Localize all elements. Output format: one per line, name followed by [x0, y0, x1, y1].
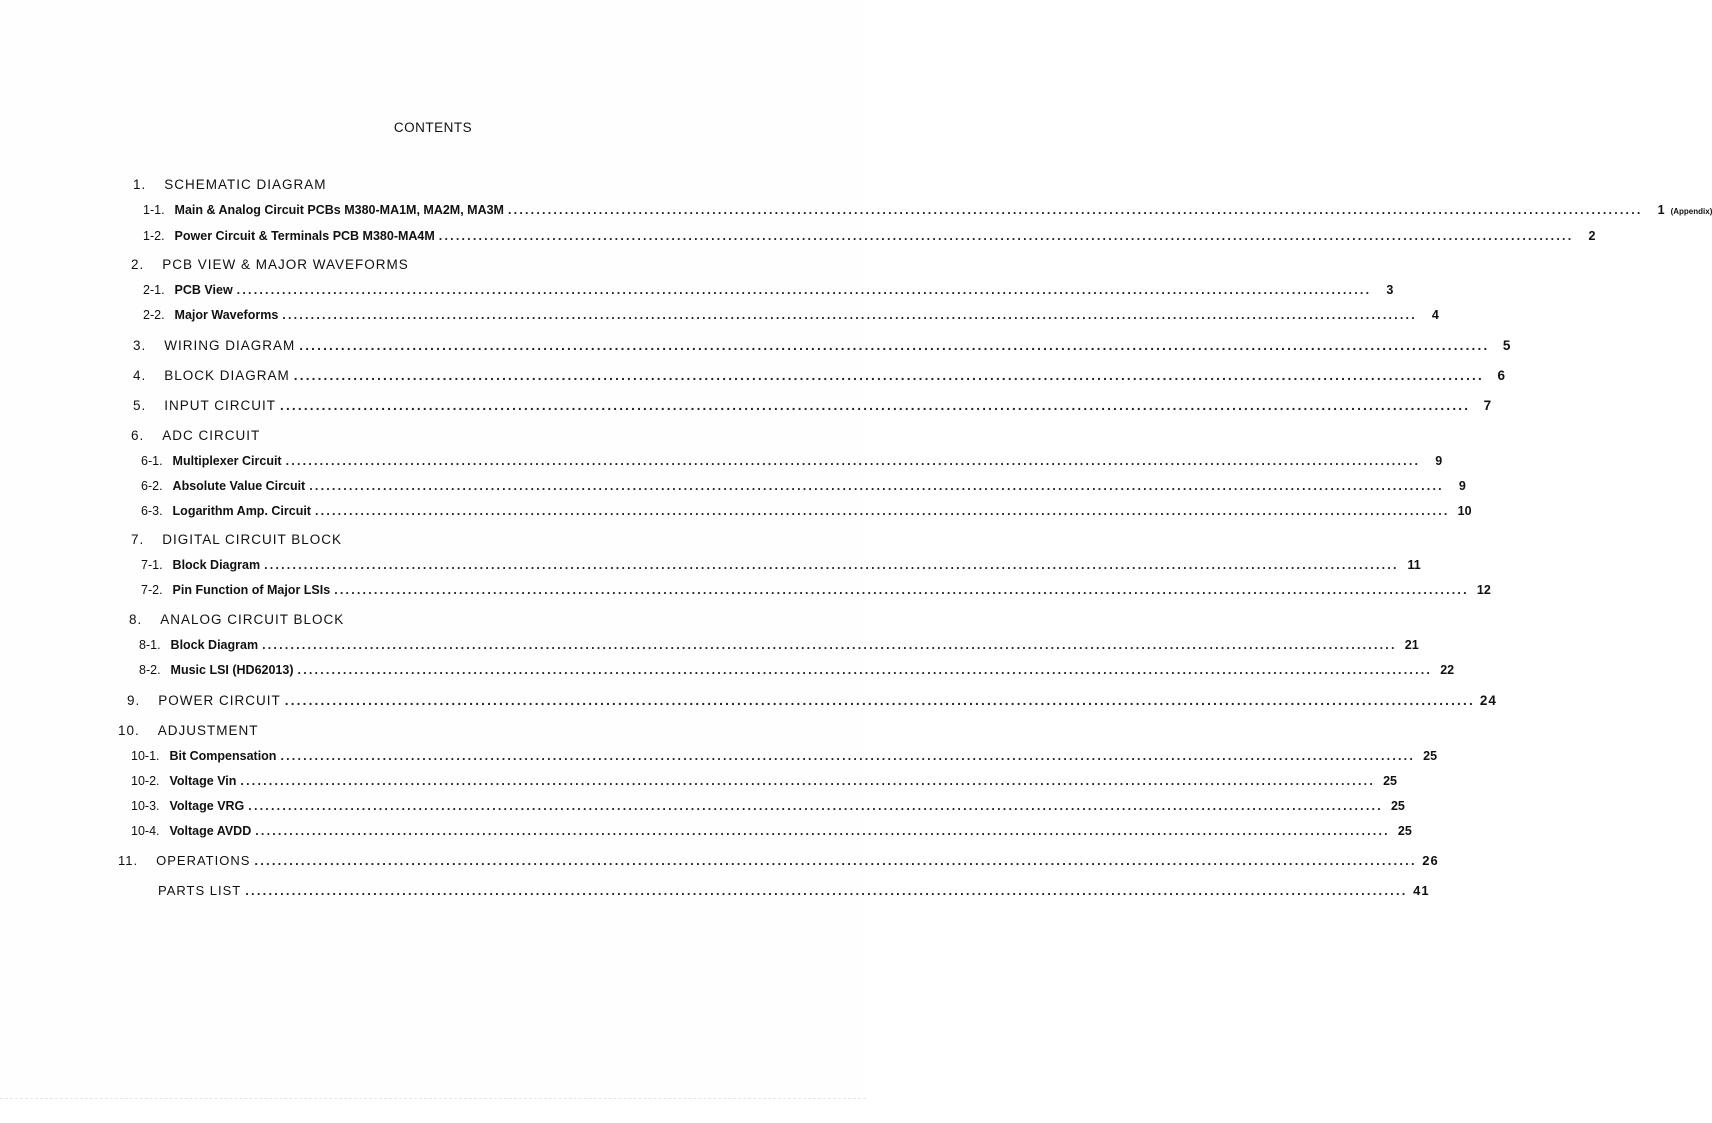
toc-heading-11	[118, 853, 1439, 873]
section-number: 3.	[133, 338, 147, 353]
section-title: WIRING DIAGRAM	[164, 338, 296, 353]
section-title: SCHEMATIC DIAGRAM	[164, 177, 327, 192]
entry-number: 7-1.	[141, 558, 163, 572]
toc-heading-2	[131, 257, 409, 277]
section-number: 2.	[131, 257, 145, 272]
entry-number: 10-2.	[131, 774, 160, 788]
toc-entry-1-1	[143, 203, 1712, 223]
toc-entry-8-2	[139, 663, 1455, 683]
toc-entry-6-1	[141, 454, 1443, 474]
section-number: 5.	[133, 398, 147, 413]
section-title: ADJUSTMENT	[157, 723, 259, 738]
toc-parts-list	[158, 883, 1430, 903]
toc-heading-5	[133, 398, 1493, 418]
toc-heading-8	[129, 612, 344, 632]
entry-number: 1-1.	[143, 203, 165, 217]
entry-title: Voltage VRG	[169, 799, 245, 813]
toc-entry-10-1	[131, 749, 1438, 769]
entry-title: Multiplexer Circuit	[172, 454, 282, 468]
entry-title: Pin Function of Major LSIs	[172, 583, 331, 597]
entry-page: 12	[1476, 583, 1491, 597]
entry-page: 25	[1383, 774, 1398, 788]
dot-leader: ........................................................................................................................................................................................................	[284, 693, 1475, 708]
entry-page: 10	[1457, 504, 1472, 518]
section-number: 1.	[133, 177, 147, 192]
entry-title: Main & Analog Circuit PCBs M380-MA1M, MA2M, MA3M	[174, 203, 504, 217]
entry-page: 1	[1657, 203, 1665, 217]
appendix-note: (Appendix)	[1670, 207, 1712, 216]
section-number: 11.	[118, 853, 139, 868]
dot-leader: ........................................................................................................................................................................................................	[236, 283, 1372, 297]
dot-leader: ........................................................................................................................................................................................................	[309, 479, 1444, 493]
entry-page: 25	[1423, 749, 1438, 763]
entry-page: 5	[1502, 338, 1512, 353]
dot-leader: ........................................................................................................................................................................................................	[334, 583, 1469, 597]
entry-page: 6	[1497, 368, 1506, 383]
page-title: CONTENTS	[393, 120, 473, 135]
toc-entry-1-2	[143, 229, 1596, 249]
entry-title: Logarithm Amp. Circuit	[172, 504, 311, 518]
entry-number: 6-2.	[141, 479, 163, 493]
section-number: 10.	[118, 723, 140, 738]
entry-title: Power Circuit & Terminals PCB M380-MA4M	[174, 229, 435, 243]
entry-number: 10-4.	[131, 824, 160, 838]
dot-leader: ........................................................................................................................................................................................................	[282, 308, 1417, 322]
dot-leader: ........................................................................................................................................................................................................	[280, 398, 1471, 413]
section-title: ANALOG CIRCUIT BLOCK	[160, 612, 345, 627]
section-number: 8.	[129, 612, 143, 627]
entry-page: 4	[1431, 308, 1439, 322]
entry-number: 1-2.	[143, 229, 165, 243]
section-title: PCB VIEW & MAJOR WAVEFORMS	[162, 257, 409, 272]
dot-leader: ........................................................................................................................................................................................................	[507, 203, 1643, 217]
toc-entry-2-2	[143, 308, 1439, 328]
entry-number: 2-2.	[143, 308, 165, 322]
dot-leader: ........................................................................................................................................................................................................	[297, 663, 1433, 677]
section-number: 4.	[133, 368, 147, 383]
dot-leader: ........................................................................................................................................................................................................	[248, 799, 1383, 813]
entry-page: 22	[1440, 663, 1455, 677]
scan-bottom-edge	[0, 1098, 866, 1123]
entry-number: 10-1.	[131, 749, 160, 763]
entry-title: Music LSI (HD62013)	[170, 663, 294, 677]
toc-entry-10-2	[131, 774, 1398, 794]
entry-page: 41	[1413, 883, 1430, 898]
entry-number: 7-2.	[141, 583, 163, 597]
dot-leader: ........................................................................................................................................................................................................	[254, 853, 1417, 868]
entry-page: 11	[1407, 558, 1421, 572]
section-title: ADC CIRCUIT	[162, 428, 261, 443]
entry-page: 2	[1588, 229, 1596, 243]
entry-number: 8-2.	[139, 663, 161, 677]
dot-leader: ........................................................................................................................................................................................................	[314, 504, 1450, 518]
toc-heading-9	[127, 693, 1497, 713]
toc-entry-8-1	[139, 638, 1419, 658]
entry-page: 9	[1435, 454, 1443, 468]
section-title: DIGITAL CIRCUIT BLOCK	[162, 532, 343, 547]
entry-title: Bit Compensation	[169, 749, 277, 763]
section-number: 7.	[131, 532, 145, 547]
toc-heading-4	[133, 368, 1506, 388]
dot-leader: ........................................................................................................................................................................................................	[255, 824, 1390, 838]
toc-entry-7-2	[141, 583, 1491, 603]
entry-number: 6-1.	[141, 454, 163, 468]
toc-heading-10	[118, 723, 259, 743]
toc-entry-10-4	[131, 824, 1412, 844]
dot-leader: ........................................................................................................................................................................................................	[293, 368, 1484, 383]
dot-leader: ........................................................................................................................................................................................................	[245, 883, 1408, 898]
toc-heading-3	[133, 338, 1512, 358]
toc-entry-6-3	[141, 504, 1472, 524]
toc-entry-7-1	[141, 558, 1421, 578]
entry-page: 25	[1390, 799, 1405, 813]
toc-heading-7	[131, 532, 342, 552]
toc-heading-6	[131, 428, 260, 448]
dot-leader: ........................................................................................................................................................................................................	[280, 749, 1416, 763]
entry-number: 6-3.	[141, 504, 163, 518]
entry-page: 24	[1479, 693, 1497, 708]
entry-title: Absolute Value Circuit	[172, 479, 306, 493]
section-title: OPERATIONS	[156, 853, 251, 868]
toc-entry-6-2	[141, 479, 1466, 499]
section-number: 6.	[131, 428, 145, 443]
entry-page: 3	[1386, 283, 1394, 297]
entry-title: Voltage Vin	[169, 774, 237, 788]
entry-title: Block Diagram	[172, 558, 261, 572]
entry-title: Block Diagram	[170, 638, 259, 652]
section-number: 9.	[127, 693, 141, 708]
entry-title: Voltage AVDD	[169, 824, 252, 838]
section-title: INPUT CIRCUIT	[164, 398, 277, 413]
dot-leader: ........................................................................................................................................................................................................	[438, 229, 1574, 243]
dot-leader: ........................................................................................................................................................................................................	[262, 638, 1397, 652]
entry-page: 25	[1397, 824, 1412, 838]
entry-page: 26	[1422, 853, 1439, 868]
dot-leader: ........................................................................................................................................................................................................	[240, 774, 1376, 788]
entry-number: 2-1.	[143, 283, 165, 297]
section-title: POWER CIRCUIT	[158, 693, 281, 708]
entry-page: 21	[1404, 638, 1419, 652]
section-title: PARTS LIST	[158, 883, 242, 898]
entry-page: 7	[1483, 398, 1493, 413]
entry-page: 9	[1458, 479, 1466, 493]
entry-number: 8-1.	[139, 638, 161, 652]
entry-number: 10-3.	[131, 799, 160, 813]
dot-leader: ........................................................................................................................................................................................................	[285, 454, 1421, 468]
entry-title: Major Waveforms	[174, 308, 279, 322]
section-title: BLOCK DIAGRAM	[164, 368, 290, 383]
toc-entry-10-3	[131, 799, 1405, 819]
dot-leader: ........................................................................................................................................................................................................	[264, 558, 1399, 572]
toc-heading-1	[133, 177, 327, 197]
dot-leader: ........................................................................................................................................................................................................	[299, 338, 1490, 353]
toc-entry-2-1	[143, 283, 1394, 303]
entry-title: PCB View	[174, 283, 233, 297]
